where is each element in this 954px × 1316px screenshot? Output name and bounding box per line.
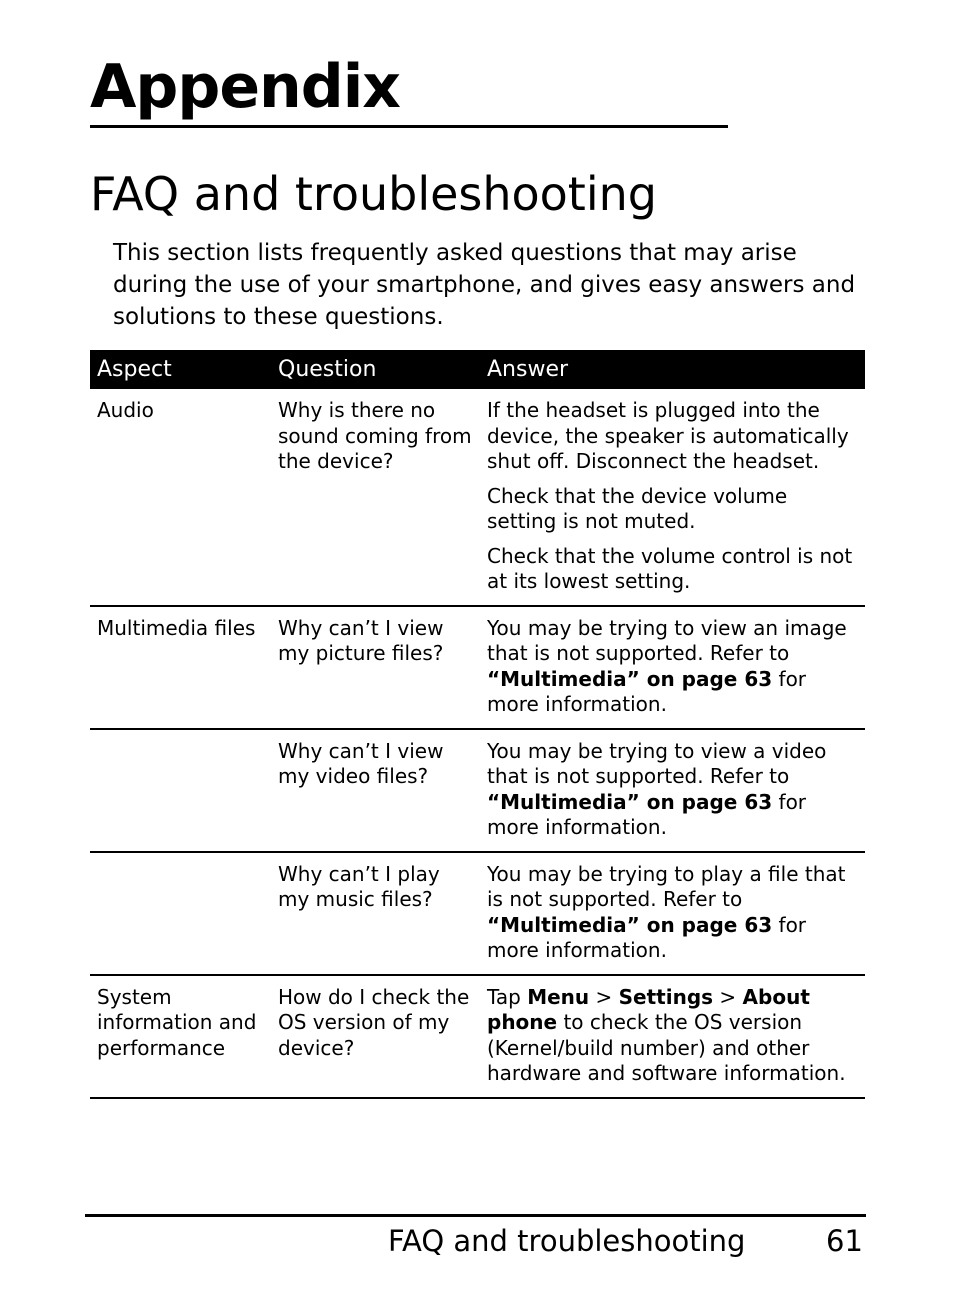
answer-text: for more information. [487, 666, 807, 716]
answer-text: You may be trying to view a video that is not supported. Refer to [487, 738, 827, 788]
header-aspect: Aspect [90, 350, 271, 389]
answer-cell [480, 606, 865, 729]
intro-paragraph: This section lists frequently asked questions that may arise during the use of your smartphone, and gives easy answers and solutions to these questions. [113, 240, 856, 330]
multimedia-cross-reference[interactable]: “Multimedia” on page 63 [487, 666, 773, 691]
table-row [90, 852, 865, 975]
header-answer: Answer [480, 350, 865, 389]
answer-text: for more information. [487, 789, 807, 839]
answer-cell [480, 975, 865, 1098]
table-row [90, 975, 865, 1098]
section-title: FAQ and troubleshooting [90, 167, 657, 221]
answer-cell [480, 729, 865, 852]
answer-paragraph: Check that the device volume setting is not muted. [487, 483, 788, 533]
chapter-title-rule [90, 125, 728, 128]
menu-key-label: Menu [527, 984, 590, 1009]
header-question: Question [271, 350, 480, 389]
answer-text: Tap [487, 984, 528, 1009]
answer-cell [480, 389, 865, 606]
answer-text: You may be trying to view an image that is not supported. Refer to [487, 615, 847, 665]
table-row [90, 606, 865, 729]
chapter-title: Appendix [90, 52, 400, 122]
footer-rule [85, 1214, 866, 1217]
answer-cell [480, 852, 865, 975]
aspect-cell: Audio [90, 389, 271, 606]
page-number: 61 [826, 1224, 863, 1258]
aspect-cell: System information and performance [90, 975, 271, 1098]
table-header-row [90, 350, 865, 389]
question-cell: Why can’t I view my video files? [271, 729, 480, 852]
multimedia-cross-reference[interactable]: “Multimedia” on page 63 [487, 789, 773, 814]
multimedia-cross-reference[interactable]: “Multimedia” on page 63 [487, 912, 773, 937]
answer-paragraph: If the headset is plugged into the device, the speaker is automatically shut off. Disconnect the headset. [487, 398, 849, 473]
footer-section-title: FAQ and troubleshooting [388, 1224, 746, 1258]
question-cell: Why is there no sound coming from the device? [271, 389, 480, 606]
path-separator: > [589, 984, 619, 1009]
path-separator: > [713, 984, 743, 1009]
question-cell: Why can’t I play my music files? [271, 852, 480, 975]
aspect-cell [90, 729, 271, 852]
aspect-cell [90, 852, 271, 975]
answer-text: You may be trying to play a file that is not supported. Refer to [487, 861, 846, 911]
answer-text: to check the OS version (Kernel/build number) and other hardware and software information. [487, 1010, 846, 1085]
aspect-cell: Multimedia files [90, 606, 271, 729]
table-row [90, 729, 865, 852]
answer-paragraph: Check that the volume control is not at its lowest setting. [487, 543, 853, 593]
faq-table [90, 350, 865, 1099]
question-cell: Why can’t I view my picture files? [271, 606, 480, 729]
settings-label: Settings [618, 984, 714, 1009]
question-cell: How do I check the OS version of my device? [271, 975, 480, 1098]
answer-text: for more information. [487, 912, 807, 962]
table-row [90, 389, 865, 606]
about-phone-label: About phone [487, 984, 810, 1034]
